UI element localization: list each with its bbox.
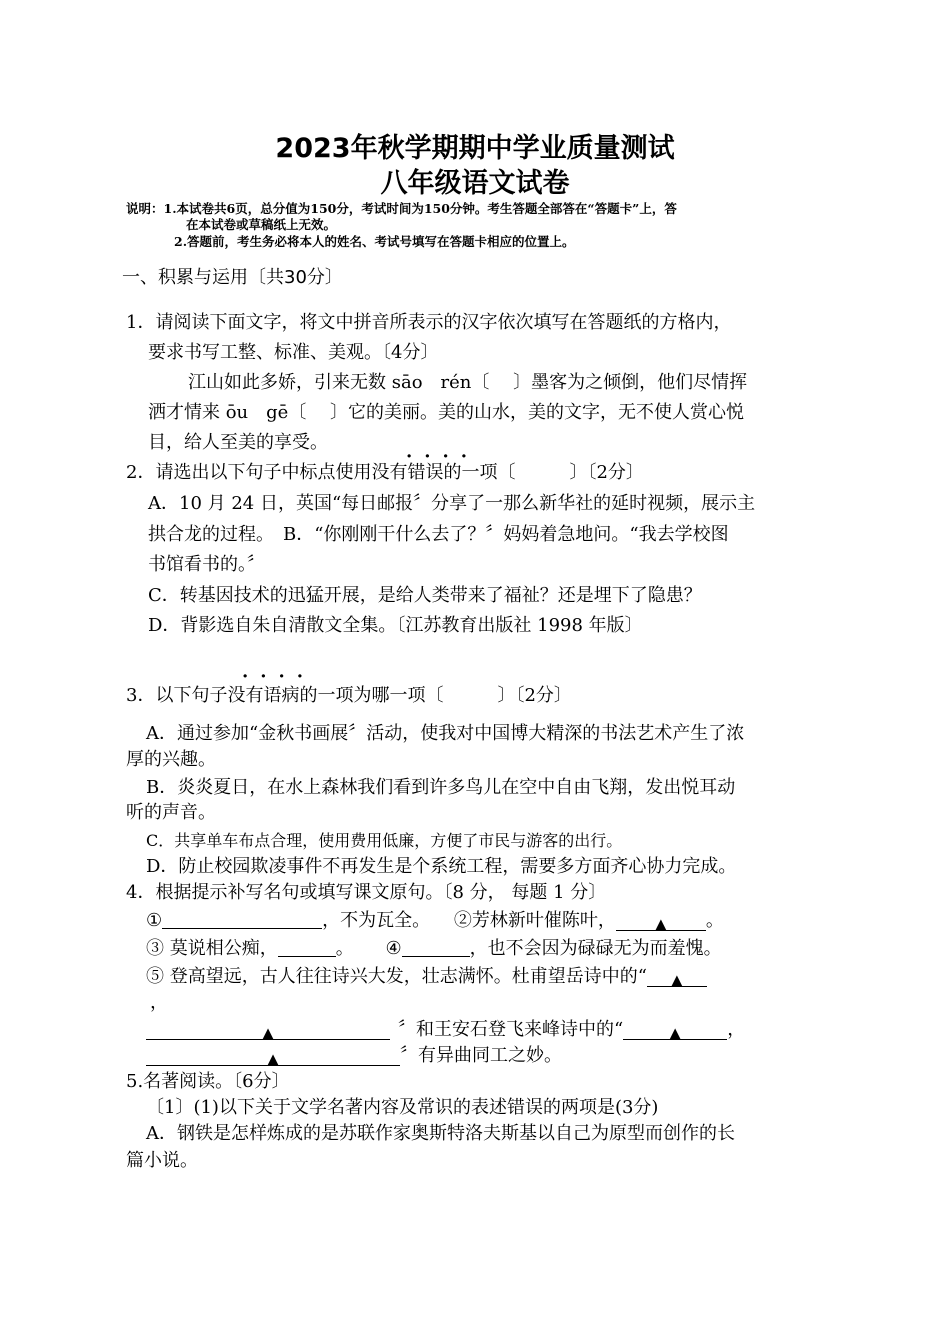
q4-item-5-blank-4[interactable] (146, 1047, 400, 1066)
q4-row-1 (146, 909, 724, 933)
answer-triangle-icon: ▲ (669, 1024, 681, 1042)
q4-row-4 (146, 1018, 745, 1042)
q4-row-3 (146, 965, 707, 989)
answer-triangle-icon: ▲ (655, 915, 667, 933)
q1-passage-line-2: 洒才情来 ōu gē〔 〕它的美丽。美的山水，美的文字，无不使人赏心悦 (148, 402, 745, 423)
q4-item-2-blank[interactable] (616, 912, 706, 931)
q4-item-4-text: ，也不会因为碌碌无为而羞愧。 (469, 938, 722, 959)
q2-emphasis-dots: ···· (406, 446, 480, 467)
q4-item-4-blank[interactable] (402, 938, 470, 957)
instructions-line-1: 说明：1.本试卷共6页，总分值为150分，考试时间为150分钟。考生答题全部答在“答题卡”上，答 (126, 201, 677, 216)
q3-option-d: D．防止校园欺凌事件不再发生是个系统工程，需要多方面齐心协力完成。 (146, 856, 737, 877)
q4-item-5-blank-3[interactable] (623, 1021, 727, 1040)
q4-row-2 (146, 937, 722, 961)
q4-item-5-mid: 〞和王安石登飞来峰诗中的“ (398, 1019, 624, 1040)
q2-option-a-line-1: A．10 月 24 日，英国“每日邮报〞分享了一那么新华社的延时视频，展示主 (148, 493, 756, 514)
q4-item-1-blank[interactable] (162, 910, 322, 929)
q2-option-a-line-2: 拱合龙的过程。 B．“你刚刚干什么去了？〞妈妈着急地问。“我去学校图 (148, 524, 729, 545)
q2-option-d: D．背影选自朱自清散文全集。〔江苏教育出版社 1998 年版〕 (148, 615, 643, 636)
answer-triangle-icon: ▲ (262, 1024, 274, 1042)
q4-item-1-number: ① (146, 910, 163, 931)
q3-stem: 3．以下句子没有语病的一项为哪一项〔 〕〔2分〕 (126, 685, 572, 706)
q5-option-a-line-1: A．钢铁是怎样炼成的是苏联作家奥斯特洛夫斯基以自己为原型而创作的长 (146, 1123, 735, 1144)
q5-option-a-line-2: 篇小说。 (126, 1150, 198, 1171)
q4-comma: ， (150, 992, 168, 1013)
q5-sub-1: 〔1〕(1)以下关于文学名著内容及常识的表述错误的两项是(3分) (146, 1097, 659, 1118)
q4-stem: 4．根据提示补写名句或填写课文原句。〔8 分， 每题 1 分〕 (126, 882, 607, 903)
q4-row-5 (146, 1044, 562, 1068)
q1-stem-line-2: 要求书写工整、标准、美观。〔4分〕 (148, 342, 439, 363)
q3-option-c: C．共享单车布点合理，使用费用低廉，方便了市民与游客的出行。 (146, 831, 623, 850)
q3-option-a-line-2: 厚的兴趣。 (126, 749, 216, 770)
instructions-line-2: 2.答题前，考生务必将本人的姓名、考试号填写在答题卡相应的位置上。 (174, 234, 575, 249)
q4-item-5-end: 〞有异曲同工之妙。 (400, 1045, 562, 1066)
exam-subtitle: 八年级语文试卷 (380, 168, 570, 199)
q4-item-5-blank-2[interactable] (146, 1021, 390, 1040)
answer-triangle-icon: ▲ (671, 971, 683, 989)
q4-item-5-blank-1[interactable] (647, 968, 707, 987)
q1-stem-line-1: 1．请阅读下面文字，将文中拼音所表示的汉字依次填写在答题纸的方格内， (126, 312, 732, 333)
q4-item-5-text: ⑤ 登高望远，古人往往诗兴大发，壮志满怀。杜甫望岳诗中的“ (146, 966, 647, 987)
q4-item-2-text: ②芳林新叶催陈叶， (453, 910, 616, 931)
q2-option-c: C．转基因技术的迅猛开展，是给人类带来了福祉？还是埋下了隐患？ (148, 585, 702, 606)
q3-option-a-line-1: A．通过参加“金秋书画展〞活动，使我对中国博大精深的书法艺术产生了浓 (146, 723, 745, 744)
q3-option-b-line-2: 听的声音。 (126, 802, 216, 823)
q4-item-3-blank[interactable] (278, 938, 336, 957)
q4-item-2-end: 。 (705, 910, 724, 931)
q4-item-5-mid-end: ， (727, 1019, 746, 1040)
exam-title: 2023年秋学期期中学业质量测试 (275, 133, 675, 164)
q3-option-b-line-1: B．炎炎夏日，在水上森林我们看到许多鸟儿在空中自由飞翔，发出悦耳动 (146, 777, 736, 798)
q2-stem: 2．请选出以下句子中标点使用没有错误的一项〔 〕〔2分〕 (126, 462, 644, 483)
q1-passage-line-1: 江山如此多娇，引来无数 sāo rén〔 〕墨客为之倾倒，他们尽情挥 (188, 372, 748, 393)
instructions-line-1b: 在本试卷或草稿纸上无效。 (186, 217, 337, 232)
q5-stem: 5.名著阅读。〔6分〕 (126, 1071, 290, 1092)
q3-emphasis-dots: ···· (242, 666, 316, 687)
answer-triangle-icon: ▲ (267, 1050, 279, 1068)
q4-item-3-text: ③ 莫说相公痴， (146, 938, 278, 959)
section-heading: 一、积累与运用〔共30分〕 (122, 267, 343, 288)
q4-item-3-end: 。 (335, 938, 354, 959)
q4-item-1-text: ，不为瓦全。 (322, 910, 431, 931)
q1-passage-line-3: 目，给人至美的享受。 (148, 432, 328, 453)
q4-item-4-number: ④ (385, 938, 402, 959)
q2-option-a-line-3: 书馆看书的。〞 (148, 554, 265, 575)
